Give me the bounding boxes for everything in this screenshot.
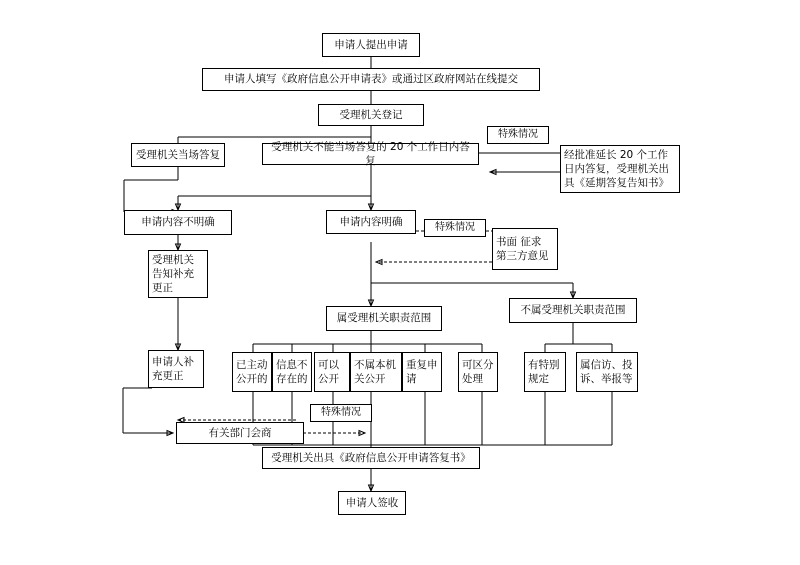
node-n18[interactable]: 可以公开 (314, 352, 350, 392)
node-n19[interactable]: 不属本机关公开 (350, 352, 402, 392)
node-n24[interactable]: 特殊情况 (310, 404, 372, 422)
node-n02[interactable]: 申请人填写《政府信息公开申请表》或通过区政府网站在线提交 (202, 68, 540, 91)
node-n25[interactable]: 有关部门会商 (176, 422, 304, 444)
node-n23[interactable]: 属信访、投诉、举报等 (576, 352, 638, 392)
node-n14[interactable]: 不属受理机关职责范围 (509, 298, 637, 323)
node-n09[interactable]: 申请内容明确 (326, 210, 416, 234)
node-n21[interactable]: 可区分处理 (458, 352, 498, 392)
node-n16[interactable]: 已主动公开的 (232, 352, 272, 392)
node-n03[interactable]: 受理机关登记 (318, 104, 424, 126)
node-n08[interactable]: 申请内容不明确 (124, 210, 232, 235)
node-n01[interactable]: 申请人提出申请 (322, 33, 420, 57)
node-n20[interactable]: 重复申请 (402, 352, 442, 392)
node-n15[interactable]: 申请人补充更正 (148, 350, 204, 388)
node-n07[interactable]: 经批准延长 20 个工作日内答复，受理机关出具《延期答复告知书》 (560, 145, 680, 193)
node-n26[interactable]: 受理机关出具《政府信息公开申请答复书》 (262, 447, 480, 469)
node-n05[interactable]: 受理机关不能当场答复的 20 个工作日内答复 (262, 143, 479, 165)
node-n06[interactable]: 特殊情况 (487, 126, 549, 144)
node-n10[interactable]: 特殊情况 (424, 219, 486, 237)
node-n22[interactable]: 有特别规定 (524, 352, 566, 392)
node-n12[interactable]: 受理机关告知补充更正 (148, 250, 208, 298)
node-n04[interactable]: 受理机关当场答复 (131, 143, 225, 167)
node-n27[interactable]: 申请人签收 (338, 491, 406, 515)
node-n17[interactable]: 信息不存在的 (272, 352, 312, 392)
node-n13[interactable]: 属受理机关职责范围 (326, 306, 442, 331)
node-n11[interactable]: 书面 征求 第三方意见 (492, 228, 558, 270)
